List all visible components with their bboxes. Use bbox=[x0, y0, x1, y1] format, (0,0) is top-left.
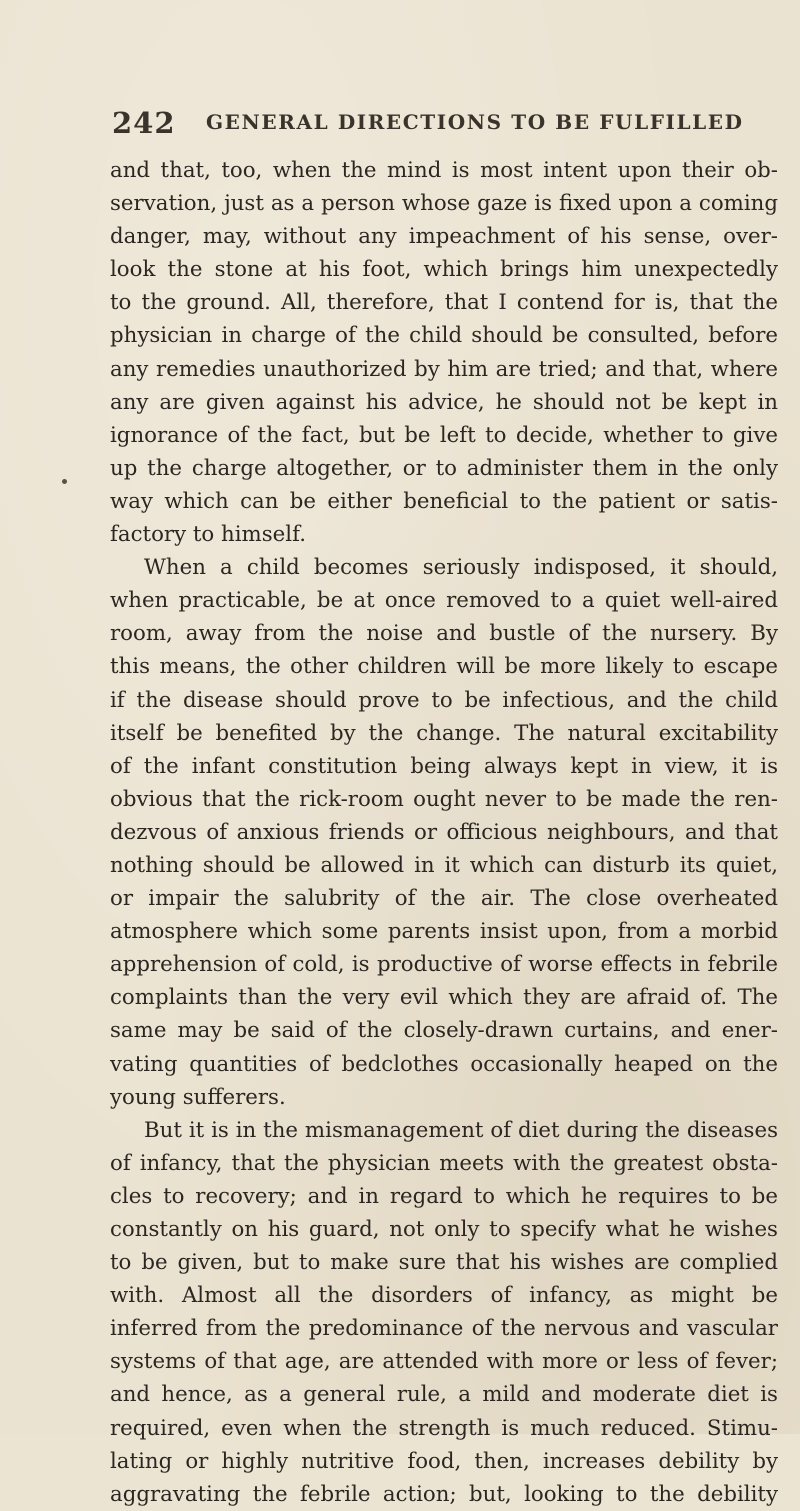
text-line: complaints than the very evil which they are afraid of. The bbox=[110, 985, 778, 1011]
text-line: factory to himself. bbox=[110, 522, 306, 548]
text-line: nothing should be allowed in it which can disturb its quiet, bbox=[110, 852, 778, 878]
text-line: to be given, but to make sure that his wishes are complied bbox=[110, 1250, 778, 1276]
text-line: any are given against his advice, he should not be kept in bbox=[110, 389, 778, 415]
text-line: physician in charge of the child should be consulted, before bbox=[110, 323, 778, 349]
text-line: vating quantities of bedclothes occasionally heaped on the bbox=[110, 1051, 778, 1077]
running-head: GENERAL DIRECTIONS TO BE FULFILLED bbox=[206, 110, 744, 134]
text-line: danger, may, without any impeachment of his sense, over- bbox=[110, 224, 778, 250]
text-line: systems of that age, are attended with more or less of fever; bbox=[110, 1349, 778, 1375]
text-line: young sufferers. bbox=[110, 1084, 286, 1110]
text-line: up the charge altogether, or to administer them in the only bbox=[110, 455, 778, 481]
text-line: if the disease should prove to be infectious, and the child bbox=[110, 687, 778, 713]
text-line: and hence, as a general rule, a mild and moderate diet is bbox=[110, 1382, 778, 1408]
text-line: with. Almost all the disorders of infancy, as might be bbox=[110, 1283, 778, 1309]
text-line: look the stone at his foot, which brings him unexpectedly bbox=[110, 257, 778, 283]
paragraph-start-line: When a child becomes seriously indisposed, it should, bbox=[144, 555, 778, 581]
text-line: inferred from the predominance of the nervous and vascular bbox=[110, 1316, 778, 1342]
text-line: when practicable, be at once removed to a quiet well-aired bbox=[110, 588, 778, 614]
page-number: 242 bbox=[112, 106, 176, 140]
text-line: same may be said of the closely-drawn curtains, and ener- bbox=[110, 1018, 778, 1044]
text-line: this means, the other children will be more likely to escape bbox=[110, 654, 778, 680]
text-line: lating or highly nutritive food, then, increases debility by bbox=[110, 1448, 778, 1474]
margin-mark bbox=[62, 479, 67, 484]
text-line: itself be benefited by the change. The natural excitability bbox=[110, 720, 778, 746]
paragraph-start-line: But it is in the mismanagement of diet during the diseases bbox=[144, 1117, 778, 1143]
text-line: any remedies unauthorized by him are tried; and that, where bbox=[110, 356, 778, 382]
text-line: way which can be either beneficial to the patient or satis- bbox=[110, 488, 778, 514]
text-line: ignorance of the fact, but be left to decide, whether to give bbox=[110, 422, 778, 448]
text-line: atmosphere which some parents insist upon, from a morbid bbox=[110, 919, 778, 945]
text-line: required, even when the strength is much reduced. Stimu- bbox=[110, 1415, 778, 1441]
text-line: servation, just as a person whose gaze is fixed upon a coming bbox=[110, 191, 778, 217]
text-line: or impair the salubrity of the air. The close overheated bbox=[110, 886, 778, 912]
text-line: aggravating the febrile action; but, looking to the debility bbox=[110, 1481, 778, 1507]
text-line: of infancy, that the physician meets with the greatest obsta- bbox=[110, 1150, 778, 1176]
text-line: constantly on his guard, not only to specify what he wishes bbox=[110, 1217, 778, 1242]
text-line: and that, too, when the mind is most intent upon their ob- bbox=[110, 158, 778, 183]
text-line: apprehension of cold, is productive of worse effects in febrile bbox=[110, 952, 778, 978]
text-line: to the ground. All, therefore, that I contend for is, that the bbox=[110, 290, 778, 316]
text-line: room, away from the noise and bustle of the nursery. By bbox=[110, 621, 778, 647]
body-text bbox=[110, 154, 778, 1511]
text-line: of the infant constitution being always kept in view, it is bbox=[110, 753, 778, 779]
text-line: obvious that the rick-room ought never to be made the ren- bbox=[110, 786, 778, 812]
text-line: dezvous of anxious friends or officious neighbours, and that bbox=[110, 819, 778, 845]
text-line: cles to recovery; and in regard to which he requires to be bbox=[110, 1183, 778, 1209]
page-header bbox=[112, 106, 752, 146]
